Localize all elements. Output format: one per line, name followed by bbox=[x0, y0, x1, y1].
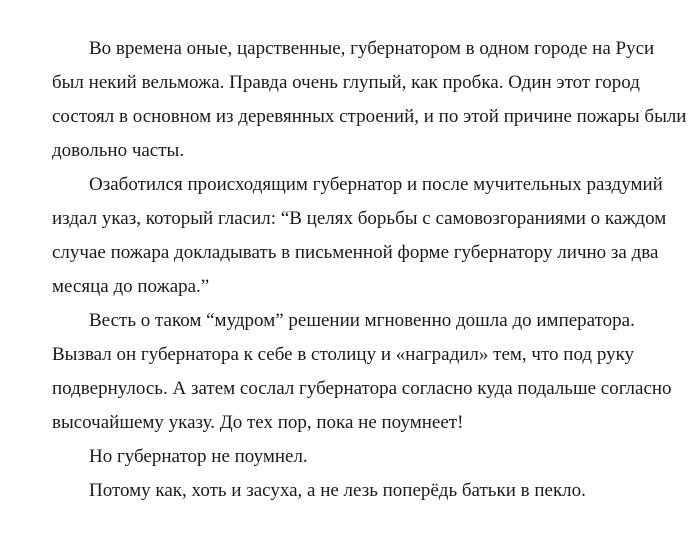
text-line: месяца до пожара.” bbox=[52, 276, 210, 297]
paragraph-3 bbox=[52, 304, 684, 440]
document-body bbox=[52, 32, 687, 508]
text-line: Озаботился происходящим губернатор и после мучительных раздумий bbox=[89, 174, 663, 195]
text-line: высочайшему указу. До тех пор, пока не поумнеет! bbox=[52, 412, 464, 433]
paragraph-5 bbox=[52, 474, 684, 508]
paragraph-4 bbox=[52, 440, 684, 474]
text-line: Но губернатор не поумнел. bbox=[89, 446, 308, 467]
text-line: состоял в основном из деревянных строений, и по этой причине пожары были bbox=[52, 106, 687, 127]
text-line: Потому как, хоть и засуха, а не лезь поперёдь батьки в пекло. bbox=[89, 480, 586, 501]
text-line: Вызвал он губернатора к себе в столицу и «наградил» тем, что под руку bbox=[52, 344, 635, 365]
paragraph-1 bbox=[52, 32, 687, 168]
text-line: подвернулось. А затем сослал губернатора согласно куда подальше согласно bbox=[52, 378, 672, 399]
text-line: Во времена оные, царственные, губернатором в одном городе на Руси bbox=[89, 38, 655, 59]
text-line: был некий вельможа. Правда очень глупый, как пробка. Один этот город bbox=[52, 72, 640, 93]
paragraph-2 bbox=[52, 168, 684, 304]
text-line: довольно часты. bbox=[52, 140, 185, 161]
text-line: Весть о таком “мудром” решении мгновенно дошла до императора. bbox=[89, 310, 635, 331]
text-line: случае пожара докладывать в письменной форме губернатору лично за два bbox=[52, 242, 659, 263]
text-line: издал указ, который гласил: “В целях борьбы с самовозгораниями о каждом bbox=[52, 208, 667, 229]
